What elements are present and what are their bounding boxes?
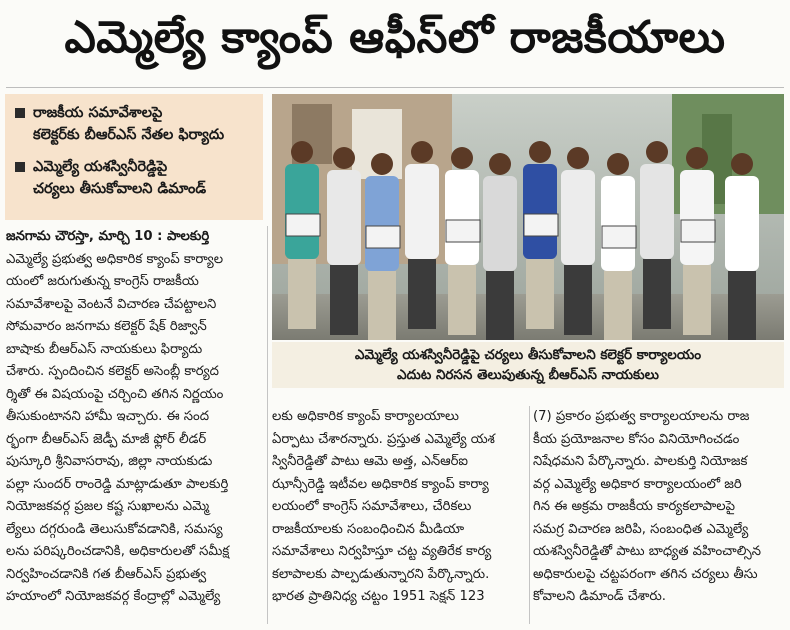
headline: ఎమ్మెల్యే క్యాంప్ ఆఫీస్‌లో రాజకీయాలు (64, 12, 726, 63)
square-bullet-icon (15, 162, 25, 172)
article-text-line: కోవాలని డిమాండ్ చేశారు. (533, 589, 666, 604)
highlight-1-line-2: కలెక్టర్‌కు బీఆర్ఎస్ నేతల ఫిర్యాదు (33, 127, 225, 143)
article-text-line: నిషేధమని పేర్కొన్నారు. పాలకుర్తి నియోజక (533, 454, 748, 469)
article-text-line: రాజకీయాలకు సంబంధించిన మీడియా (272, 521, 465, 537)
photo-caption (272, 342, 784, 388)
highlight-item-1 (15, 102, 253, 146)
person-figure (526, 259, 554, 329)
person-figure (371, 153, 393, 175)
headline-rule (6, 87, 784, 88)
person-figure (489, 153, 511, 175)
protest-placard (602, 226, 636, 248)
article-text-line: లయంలో కాంగ్రెస్ సమావేశాలు, చేరికలు (272, 499, 472, 514)
article-text-line: సోమవారం జనగామ కలెక్టర్ షేక్ రిజ్వాన్ (6, 319, 207, 334)
person-figure (445, 170, 479, 265)
article-text-line: లను పరిష్కరించడానికి, అధికారులతో సమీక్ష (6, 544, 230, 559)
protest-photo (272, 94, 784, 340)
highlight-item-2 (15, 156, 253, 200)
person-figure (365, 176, 399, 271)
article-text-line: తీసుకుంటానని హామీ ఇచ్చారు. ఈ సంద (6, 409, 210, 424)
highlights-box (5, 94, 263, 220)
person-figure (529, 141, 551, 163)
person-figure (725, 176, 759, 271)
article-text-line: యంలో జరుగుతున్న కాంగ్రెస్ రాజకీయ (6, 274, 199, 289)
person-figure (288, 259, 316, 329)
article-text-line: జనగామ చౌరస్తా, మార్చి 10 : పాలకుర్తి (6, 229, 210, 244)
caption-line-2: ఎదుట నిరసన తెలుపుతున్న బీఆర్ఎస్ నాయకులు (397, 367, 659, 383)
article-text-line: పల్లా సుందర్ రాంరెడ్డి మాట్లాడుతూ పాలకుర్తి (6, 476, 229, 492)
article-text-line: భారత ప్రాతినిధ్య చట్టం 1951 సెక్షన్ 123 (272, 589, 485, 604)
person-figure (330, 265, 358, 335)
person-figure (523, 164, 557, 259)
person-figure (728, 271, 756, 340)
highlight-2-line-2: చర్యలు తీసుకోవాలని డిమాండ్ (33, 181, 207, 197)
article-text-line: ర్భంగా బీఆర్ఎస్ జెడ్పీ మాజీ ఫ్లోర్ లీడర్ (6, 431, 207, 447)
highlight-1-line-1: రాజకీయ సమావేశాలపై (33, 105, 163, 121)
article-text-line: ఝాన్సీరెడ్డి ఇటీవల అధికారిక క్యాంప్ కార్యా (272, 476, 489, 492)
article-text-line: యశస్వినీరెడ్డితో పాటు బాధ్యత వహించాల్సిన (533, 544, 762, 559)
person-figure (291, 141, 313, 163)
person-figure (567, 147, 589, 169)
person-figure (411, 141, 433, 163)
person-figure (408, 259, 436, 329)
column-separator (529, 406, 530, 624)
article-text-line: సమావేశాలపై వెంటనే విచారణ చేపట్టాలని (6, 296, 217, 312)
article-text-line: (7) ప్రకారం ప్రభుత్వ కార్యాలయాలను రాజ (533, 409, 750, 424)
column-separator (267, 226, 268, 624)
article-text-line: కీయ ప్రయోజనాల కోసం వినియోగించడం (533, 431, 740, 447)
protest-placard (446, 220, 480, 242)
highlight-2-line-1: ఎమ్మెల్యే యశస్వినీరెడ్డిపై (33, 159, 168, 175)
article-text-line: నిర్వహించడానికి గత బీఆర్ఎస్ ప్రభుత్వ (6, 566, 207, 582)
article-text-line: ఎమ్మెల్యే ప్రభుత్వ అధికారిక క్యాంప్ కార్యాల (6, 251, 224, 267)
person-figure (405, 164, 439, 259)
person-figure (683, 265, 711, 335)
article-text-line: ర్శితో ఈ విషయంపై చర్చించి తగిన నిర్ణయం (6, 386, 224, 402)
person-figure (731, 153, 753, 175)
person-figure (451, 147, 473, 169)
article-text-line: వర్గ ఎమ్మెల్యే అధికార కార్యాలయంలో జరి (533, 476, 742, 492)
person-figure (643, 259, 671, 329)
article-text-line: లకు అధికారిక క్యాంప్ కార్యాలయాలు (272, 409, 459, 424)
person-figure (561, 170, 595, 265)
person-figure (686, 147, 708, 169)
person-figure (448, 265, 476, 335)
person-figure (680, 170, 714, 265)
article-text-line: సమావేశాలు నిర్వహిస్తూ చట్ట వ్యతిరేక కార్య (272, 544, 492, 559)
article-text-line: హయాంలో నియోజకవర్గ కేంద్రాల్లో ఎమ్మెల్యే (6, 589, 221, 604)
person-figure (486, 271, 514, 340)
protest-placard (524, 214, 558, 236)
protest-placard (286, 214, 320, 236)
article-column-3 (533, 406, 786, 609)
person-figure (604, 271, 632, 340)
article-column-1 (6, 226, 264, 609)
square-bullet-icon (15, 108, 25, 118)
person-figure (646, 141, 668, 163)
person-figure (285, 164, 319, 259)
protest-placard (681, 220, 715, 242)
person-figure (607, 153, 629, 175)
person-figure (368, 271, 396, 340)
person-figure (483, 176, 517, 271)
article-text-line: కలాపాలకు పాల్పడుతున్నారని పేర్కొన్నారు. (272, 566, 490, 582)
article-text-line: పుస్కూరి శ్రీనివాసరావు, జిల్లా నాయకుడు (6, 454, 213, 469)
person-figure (601, 176, 635, 271)
article-text-line: చేశారు. స్పందించిన కలెక్టర్ అసెంబ్లీ కార్యద (6, 364, 219, 379)
person-figure (564, 265, 592, 335)
caption-line-1: ఎమ్మెల్యే యశస్వినీరెడ్డిపై చర్యలు తీసుకోవాలని కలెక్టర్ కార్యాలయం (354, 347, 702, 363)
person-figure (327, 170, 361, 265)
protest-placard (366, 226, 400, 248)
person-figure (333, 147, 355, 169)
article-text-line: గిన ఈ అక్రమ రాజకీయ కార్యకలాపాలపై (533, 499, 735, 514)
article-column-2 (272, 406, 525, 609)
person-figure (640, 164, 674, 259)
article-text-line: స్వినీరెడ్డితో పాటు ఆమె అత్త, ఎన్ఆర్ఐ (272, 454, 469, 469)
article-text-line: ఏర్పాటు చేశారన్నారు. ప్రస్తుత ఎమ్మెల్యే యశ (272, 431, 495, 447)
article-text-line: బాషాకు బీఆర్ఎస్ నాయకులు ఫిర్యాదు (6, 341, 203, 357)
article-text-line: సమగ్ర విచారణ జరిపి, సంబంధిత ఎమ్మెల్యే (533, 521, 749, 537)
article-text-line: అధికారులపై చట్టపరంగా తగిన చర్యలు తీసు (533, 566, 758, 582)
article-text-line: నియోజకవర్గ ప్రజల కష్ట సుఖాలను ఎమ్మె (6, 499, 210, 514)
article-text-line: ల్యేలు దగ్గరుండి తెలుసుకోవడానికి, సమస్య (6, 521, 223, 537)
